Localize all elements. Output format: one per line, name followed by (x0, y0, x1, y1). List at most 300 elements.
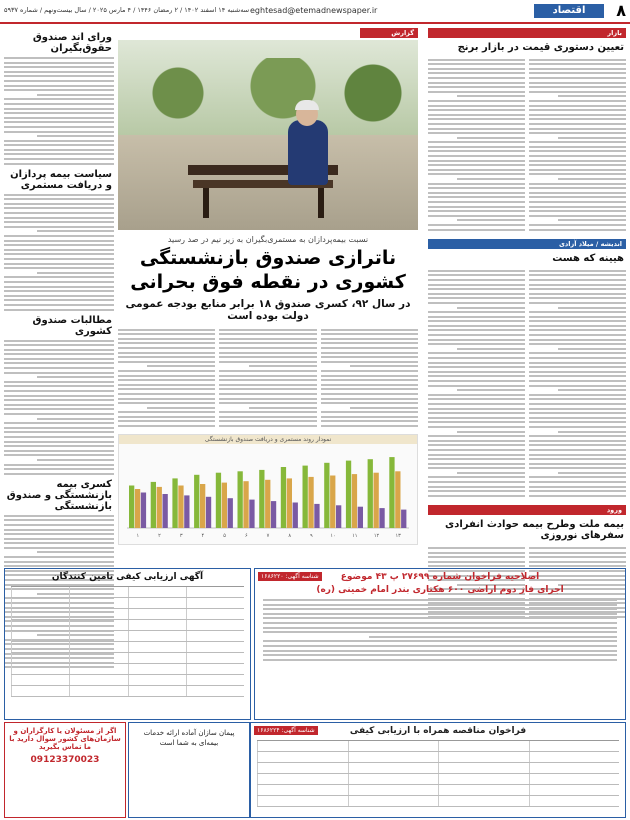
text-line (457, 137, 525, 139)
text-line (428, 160, 525, 162)
text-line (558, 219, 626, 221)
text-line (37, 272, 114, 274)
text-line (428, 274, 525, 276)
text-line (428, 552, 525, 554)
text-line (321, 384, 418, 386)
chart-bar (141, 492, 146, 528)
text-line (529, 481, 626, 483)
table-cell (186, 620, 244, 630)
text-line (428, 339, 525, 341)
table-cell (529, 741, 620, 751)
table-cell (186, 631, 244, 641)
table-cell (128, 642, 186, 652)
text-line (4, 286, 114, 288)
table-cell (186, 675, 244, 685)
text-line (529, 77, 626, 79)
chart-bar (303, 465, 308, 527)
chart-tick-label: ۷ (266, 532, 270, 539)
text-line (529, 394, 626, 396)
text-line (428, 385, 525, 387)
text-line (529, 486, 626, 488)
text-line (428, 334, 525, 336)
amendment-title-2: اجرای فاز دوم اراضی ۶۰۰ هکتاری بندر امام خمینی (ره) (316, 585, 564, 595)
table-cell (529, 785, 620, 795)
table-cell (128, 664, 186, 674)
text-line (457, 95, 525, 97)
text-line (529, 435, 626, 437)
text-line (529, 164, 626, 166)
text-line (428, 325, 525, 327)
tag-report: گزارش (360, 28, 418, 38)
text-line (529, 128, 626, 130)
text-line (529, 417, 626, 419)
text-line (529, 426, 626, 428)
table-row (257, 741, 619, 752)
text-line (219, 370, 316, 372)
chart-tick-label: ۱ (136, 532, 140, 539)
text-line (558, 431, 626, 433)
main-subhead: در سال ۹۲، کسری صندوق ۱۸ برابر منابع بودجه عمومی دولت بوده است (125, 298, 411, 322)
table-cell (128, 675, 186, 685)
text-line (37, 230, 114, 232)
text-line (529, 366, 626, 368)
text-line (457, 431, 525, 433)
text-line (4, 445, 114, 447)
text-line (428, 100, 525, 102)
text-line (428, 68, 525, 70)
table-cell (348, 774, 439, 784)
text-line (558, 307, 626, 309)
amendment-body (263, 599, 617, 661)
chart-bar (172, 478, 177, 528)
text-line (4, 263, 114, 265)
chart-tick-label: ۲ (158, 532, 161, 539)
text-line (263, 608, 617, 610)
table-cell (348, 785, 439, 795)
text-line (4, 57, 114, 59)
text-line (147, 407, 215, 409)
text-line (147, 365, 215, 367)
chart-bar (243, 481, 248, 528)
text-line (4, 468, 114, 470)
chart-bar (151, 482, 156, 528)
text-line (4, 144, 114, 146)
text-line (428, 146, 525, 148)
text-line (529, 105, 626, 107)
table-cell (11, 587, 69, 597)
text-line (4, 556, 114, 558)
rice-body (428, 56, 626, 233)
text-line (118, 370, 215, 372)
text-line (529, 114, 626, 116)
contact-title: اگر از مسئولان یا کارگزاران و سازمان‌های کشور سوال دارید با ما تماس بگیرید (9, 727, 121, 751)
text-line (4, 281, 114, 283)
text-line (428, 297, 525, 299)
text-line (428, 82, 525, 84)
text-line (4, 408, 114, 410)
text-line (4, 524, 114, 526)
text-line (529, 224, 626, 226)
text-line (529, 118, 626, 120)
chart-bar (358, 506, 363, 527)
table-cell (348, 796, 439, 806)
text-line (428, 105, 525, 107)
text-line (529, 229, 626, 231)
text-line (428, 547, 525, 549)
table-cell (11, 631, 69, 641)
text-line (321, 356, 418, 358)
table-cell (69, 609, 127, 619)
text-line (369, 636, 617, 638)
text-line (529, 320, 626, 322)
text-line (529, 146, 626, 148)
page-number: ۸ (616, 1, 626, 20)
contact-phone[interactable]: 09123370023 (30, 755, 100, 765)
text-line (4, 235, 114, 237)
pension-chart (118, 434, 418, 545)
text-line (4, 258, 114, 260)
table-cell (186, 587, 244, 597)
text-line (529, 91, 626, 93)
pensioner-photo (118, 40, 418, 230)
text-line (428, 357, 525, 359)
text-line (263, 645, 617, 647)
text-line (4, 85, 114, 87)
text-line (529, 467, 626, 469)
text-line (4, 212, 114, 214)
text-line (457, 307, 525, 309)
insurance-ad-text: پیمان سازان آماده ارائه خدمات بیمه‌ای به شما است (143, 729, 235, 747)
date-line: سه‌شنبه ۱۴ اسفند ۱۴۰۲ / ۲ رمضان ۱۴۴۶ / ۴ مارس ۲۰۲۵ / سال بیست‌ونهم / شماره ۵۹۳۷ (4, 6, 250, 14)
text-line (529, 375, 626, 377)
left-head-3: مطالبات صندوق کشوری (32, 314, 112, 337)
chart-bar (368, 459, 373, 528)
text-line (321, 402, 418, 404)
text-line (529, 274, 626, 276)
text-line (529, 155, 626, 157)
text-line (428, 164, 525, 166)
text-line (428, 279, 525, 281)
text-line (428, 210, 525, 212)
chart-tick-label: ۱۰ (330, 532, 336, 539)
text-line (4, 529, 114, 531)
text-line (4, 198, 114, 200)
text-line (428, 270, 525, 272)
text-line (529, 343, 626, 345)
text-line (428, 86, 525, 88)
text-line (219, 411, 316, 413)
text-line (529, 150, 626, 152)
table-cell (11, 609, 69, 619)
table-row (257, 785, 619, 796)
chart-bar (336, 505, 341, 528)
text-line (428, 109, 525, 111)
chart-tick-label: ۱۳ (395, 532, 401, 539)
text-line (321, 379, 418, 381)
text-line (4, 349, 114, 351)
text-line (428, 412, 525, 414)
text-line (428, 316, 525, 318)
text-line (4, 149, 114, 151)
text-line (457, 178, 525, 180)
text-line (428, 229, 525, 231)
text-line (428, 362, 525, 364)
text-line (428, 375, 525, 377)
text-line (529, 325, 626, 327)
table-cell (69, 642, 127, 652)
text-line (321, 352, 418, 354)
opinion-headline: هیینه که هست (552, 253, 624, 265)
text-line (529, 270, 626, 272)
chart-bar (228, 498, 233, 528)
chart-bar (379, 508, 384, 528)
chart-bar (352, 474, 357, 528)
text-line (558, 472, 626, 474)
text-line (529, 329, 626, 331)
text-line (219, 420, 316, 422)
text-line (529, 206, 626, 208)
table-cell (128, 631, 186, 641)
text-line (219, 416, 316, 418)
amendment-title-1: اصلاحیه فراخوان شماره ۲۷۶۹۹ پ ۴۳ موضوع (340, 572, 540, 582)
text-line (529, 100, 626, 102)
text-line (529, 440, 626, 442)
text-line (4, 126, 114, 128)
table-cell (257, 785, 348, 795)
text-line (428, 556, 525, 558)
text-line (4, 226, 114, 228)
chart-bar (194, 474, 199, 527)
table-cell (529, 774, 620, 784)
text-line (558, 389, 626, 391)
chart-bar (314, 504, 319, 528)
text-line (529, 449, 626, 451)
text-line (428, 476, 525, 478)
text-line (529, 476, 626, 478)
text-line (4, 344, 114, 346)
text-line (4, 304, 114, 306)
text-line (428, 201, 525, 203)
text-line (321, 420, 418, 422)
text-line (219, 361, 316, 363)
table-cell (257, 741, 348, 751)
text-line (4, 295, 114, 297)
text-line (428, 118, 525, 120)
text-line (263, 640, 617, 642)
text-line (4, 436, 114, 438)
text-line (118, 402, 215, 404)
text-line (4, 290, 114, 292)
kicker: نسبت بیمه‌پردازان به مستمری‌بگیران به زیر نیم در صد رسید (167, 235, 369, 244)
text-line (37, 94, 114, 96)
chart-bar (287, 478, 292, 528)
text-line (321, 425, 418, 427)
text-line (428, 329, 525, 331)
contact-box (4, 722, 126, 818)
chart-bar (238, 471, 243, 528)
text-line (4, 194, 114, 196)
table-cell (69, 587, 127, 597)
text-line (4, 112, 114, 114)
text-line (428, 421, 525, 423)
text-line (428, 352, 525, 354)
text-line (219, 375, 316, 377)
tender-ad (250, 722, 626, 818)
left-column (4, 28, 114, 558)
table-row (11, 609, 244, 620)
text-line (428, 206, 525, 208)
text-line (4, 427, 114, 429)
chart-bar (330, 475, 335, 528)
text-line (428, 288, 525, 290)
table-cell (438, 741, 529, 751)
text-line (428, 132, 525, 134)
table-cell (186, 653, 244, 663)
text-line (4, 62, 114, 64)
chart-bar (135, 489, 140, 528)
chart-caption: نمودار روند مستمری و دریافت صندوق بازنشستگی (119, 435, 417, 444)
text-line (4, 158, 114, 160)
text-line (4, 207, 114, 209)
table-cell (438, 774, 529, 784)
text-line (4, 140, 114, 142)
table-cell (128, 587, 186, 597)
text-line (37, 459, 114, 461)
table-cell (128, 620, 186, 630)
text-line (529, 454, 626, 456)
text-line (428, 449, 525, 451)
text-line (428, 454, 525, 456)
table-cell (11, 598, 69, 608)
text-line (321, 393, 418, 395)
text-line (4, 404, 114, 406)
table-row (11, 675, 244, 686)
text-line (4, 519, 114, 521)
table-cell (69, 653, 127, 663)
table-cell (128, 686, 186, 696)
text-line (4, 131, 114, 133)
text-line (428, 192, 525, 194)
text-line (529, 59, 626, 61)
text-line (428, 196, 525, 198)
text-line (37, 418, 114, 420)
table-cell (69, 675, 127, 685)
text-line (428, 463, 525, 465)
text-line (428, 150, 525, 152)
text-line (321, 416, 418, 418)
chart-bar (249, 499, 254, 527)
text-line (4, 422, 114, 424)
text-line (4, 362, 114, 364)
table-cell (257, 763, 348, 773)
chart-tick-label: ۹ (310, 532, 313, 539)
text-line (529, 458, 626, 460)
text-line (4, 249, 114, 251)
chart-bar (206, 496, 211, 527)
table-row (11, 587, 244, 598)
text-line (4, 203, 114, 205)
text-line (4, 71, 114, 73)
text-line (118, 384, 215, 386)
tag-market: بازار (428, 28, 626, 38)
tender-table (257, 740, 619, 807)
text-line (321, 388, 418, 390)
table-cell (257, 796, 348, 806)
text-line (249, 365, 317, 367)
text-line (118, 420, 215, 422)
text-line (529, 490, 626, 492)
chart-tick-label: ۶ (244, 532, 248, 539)
text-line (529, 380, 626, 382)
table-cell (11, 664, 69, 674)
text-line (4, 253, 114, 255)
text-line (4, 267, 114, 269)
text-line (428, 293, 525, 295)
chart-bar (389, 457, 394, 528)
text-line (428, 481, 525, 483)
text-line (4, 103, 114, 105)
chart-bar (265, 479, 270, 527)
text-line (4, 276, 114, 278)
text-line (529, 210, 626, 212)
text-line (428, 123, 525, 125)
text-line (4, 358, 114, 360)
chart-bar (216, 472, 221, 527)
text-line (529, 183, 626, 185)
text-line (457, 389, 525, 391)
middle-column (118, 28, 418, 539)
text-line (428, 224, 525, 226)
text-line (118, 356, 215, 358)
text-line (428, 408, 525, 410)
table-cell (186, 609, 244, 619)
text-line (529, 463, 626, 465)
text-line (529, 552, 626, 554)
text-line (529, 357, 626, 359)
text-line (529, 196, 626, 198)
text-line (529, 123, 626, 125)
table-cell (186, 686, 244, 696)
text-line (118, 329, 215, 331)
table-row (11, 598, 244, 609)
text-line (529, 297, 626, 299)
left-head-2: سیاست بیمه پردازان و دریافت مستمری (10, 168, 112, 191)
text-line (219, 384, 316, 386)
text-line (529, 352, 626, 354)
text-line (4, 547, 114, 549)
text-line (4, 89, 114, 91)
text-line (529, 556, 626, 558)
chart-tick-label: ۱۲ (373, 532, 380, 539)
table-cell (128, 653, 186, 663)
bottom-row (4, 722, 626, 816)
table-row (11, 631, 244, 642)
text-line (263, 604, 617, 606)
table-cell (438, 763, 529, 773)
text-line (529, 201, 626, 203)
text-line (529, 192, 626, 194)
chart-tick-label: ۱۱ (352, 532, 358, 539)
table-cell (438, 752, 529, 762)
text-line (219, 393, 316, 395)
text-line (219, 329, 316, 331)
text-line (219, 356, 316, 358)
text-line (321, 347, 418, 349)
tender-amendment-ad (254, 568, 626, 720)
text-line (428, 284, 525, 286)
text-line (529, 444, 626, 446)
text-line (529, 72, 626, 74)
